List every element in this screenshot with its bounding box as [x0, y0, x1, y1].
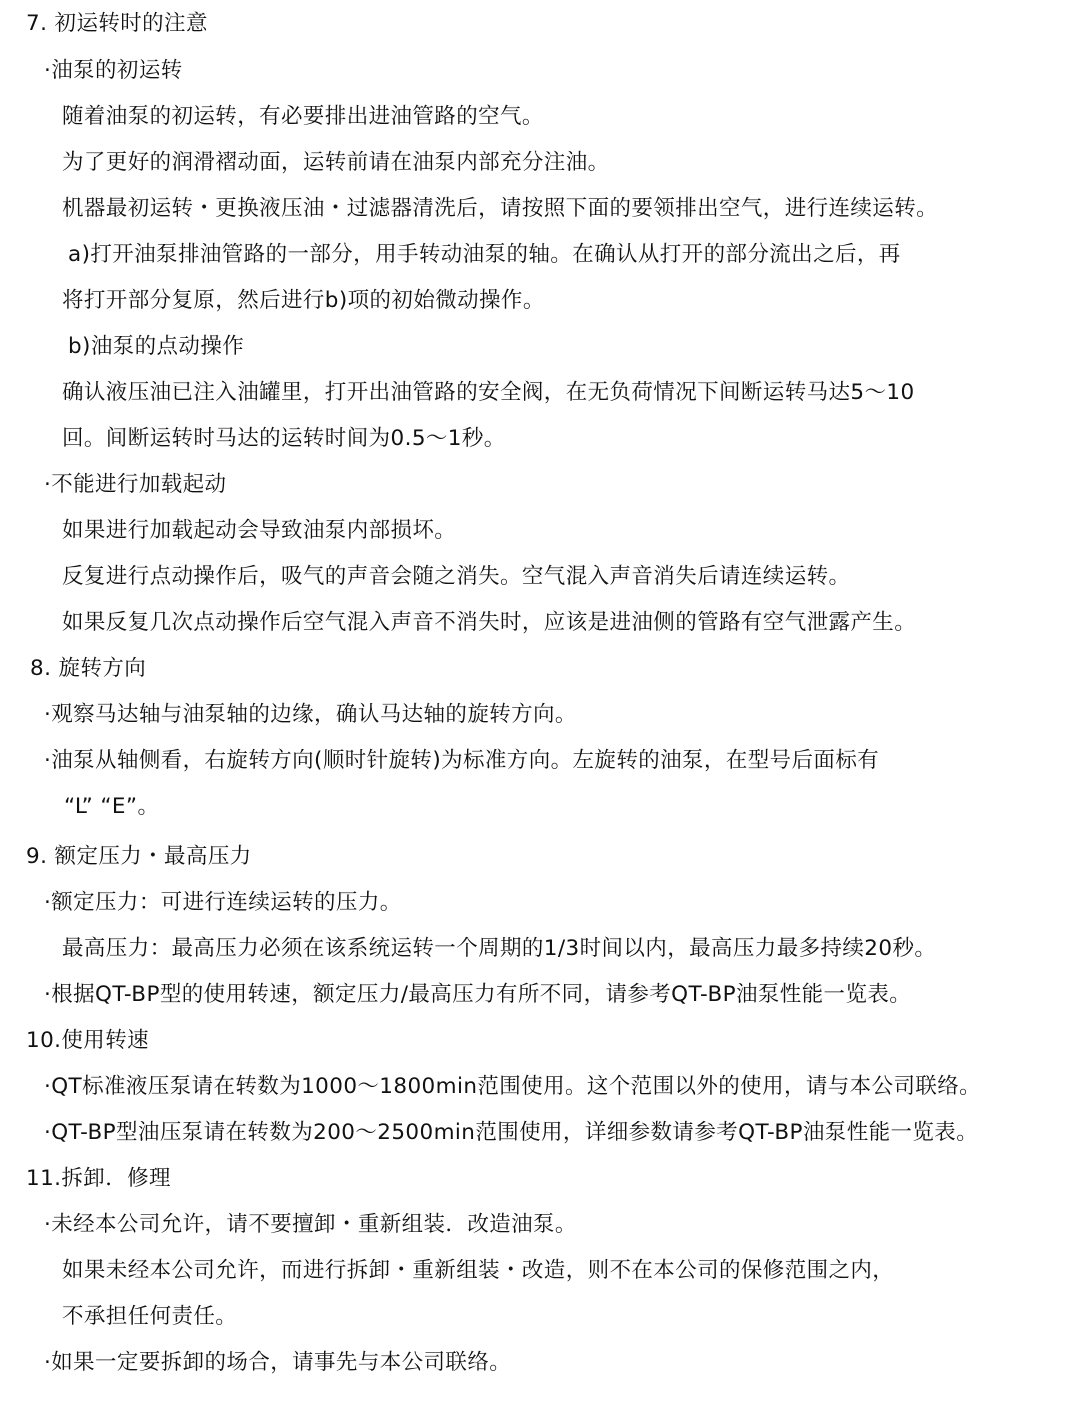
- heading-8: 8. 旋转方向: [30, 656, 147, 681]
- bullet-rotation-check: ·观察马达轴与油泵轴的边缘，确认马达轴的旋转方向。: [44, 702, 577, 727]
- paragraph-line: 回。间断运转时马达的运转时间为0.5～1秒。: [62, 426, 506, 451]
- paragraph-line: 如果反复几次点动操作后空气混入声音不消失时，应该是进油侧的管路有空气泄露产生。: [62, 610, 917, 635]
- paragraph-line: 为了更好的润滑褶动面，运转前请在油泵内部充分注油。: [62, 150, 610, 175]
- paragraph-line: 确认液压油已注入油罐里，打开出油管路的安全阀，在无负荷情况下间断运转马达5～10: [62, 380, 915, 405]
- paragraph-line: 如果进行加载起动会导致油泵内部损坏。: [62, 518, 457, 543]
- paragraph-line: “L” “E”。: [64, 794, 160, 819]
- step-b-line: b)油泵的点动操作: [68, 334, 245, 359]
- bullet-qt-bp-pressure: ·根据QT-BP型的使用转速，额定压力/最高压力有所不同，请参考QT-BP油泵性能一览表。: [44, 982, 912, 1007]
- paragraph-line: 机器最初运转・更换液压油・过滤器清洗后，请按照下面的要领排出空气，进行连续运转。: [62, 196, 939, 221]
- heading-10: 10.使用转速: [26, 1028, 149, 1053]
- paragraph-line: 最高压力：最高压力必须在该系统运转一个周期的1/3时间以内，最高压力最多持续20秒。: [62, 936, 937, 961]
- heading-7: 7. 初运转时的注意: [26, 11, 208, 36]
- bullet-pump-initial-run: ·油泵的初运转: [44, 58, 183, 83]
- bullet-contact-before-disassembly: ·如果一定要拆卸的场合，请事先与本公司联络。: [44, 1350, 512, 1375]
- heading-9: 9. 额定压力・最高压力: [26, 844, 252, 869]
- bullet-rotation-direction: ·油泵从轴侧看，右旋转方向(顺时针旋转)为标准方向。左旋转的油泵，在型号后面标有: [44, 748, 880, 773]
- step-a-line: a)打开油泵排油管路的一部分，用手转动油泵的轴。在确认从打开的部分流出之后，再: [68, 242, 901, 267]
- paragraph-line: 随着油泵的初运转，有必要排出进油管路的空气。: [62, 104, 544, 129]
- paragraph-line: 不承担任何责任。: [62, 1304, 238, 1329]
- bullet-no-load-start: ·不能进行加载起动: [44, 472, 227, 497]
- paragraph-line: 如果未经本公司允许，而进行拆卸・重新组装・改造，则不在本公司的保修范围之内，: [62, 1258, 895, 1283]
- heading-11: 11.拆卸．修理: [26, 1166, 171, 1191]
- paragraph-line: 将打开部分复原，然后进行b)项的初始微动操作。: [62, 288, 545, 313]
- bullet-rated-pressure: ·额定压力：可进行连续运转的压力。: [44, 890, 402, 915]
- bullet-qt-speed: ·QT标准液压泵请在转数为1000～1800min范围使用。这个范围以外的使用，请与本公司联络。: [44, 1074, 982, 1099]
- bullet-no-disassembly: ·未经本公司允许，请不要擅卸・重新组装．改造油泵。: [44, 1212, 577, 1237]
- bullet-qt-bp-speed: ·QT-BP型油压泵请在转数为200～2500min范围使用，详细参数请参考QT-BP油泵性能一览表。: [44, 1120, 979, 1145]
- paragraph-line: 反复进行点动操作后，吸气的声音会随之消失。空气混入声音消失后请连续运转。: [62, 564, 851, 589]
